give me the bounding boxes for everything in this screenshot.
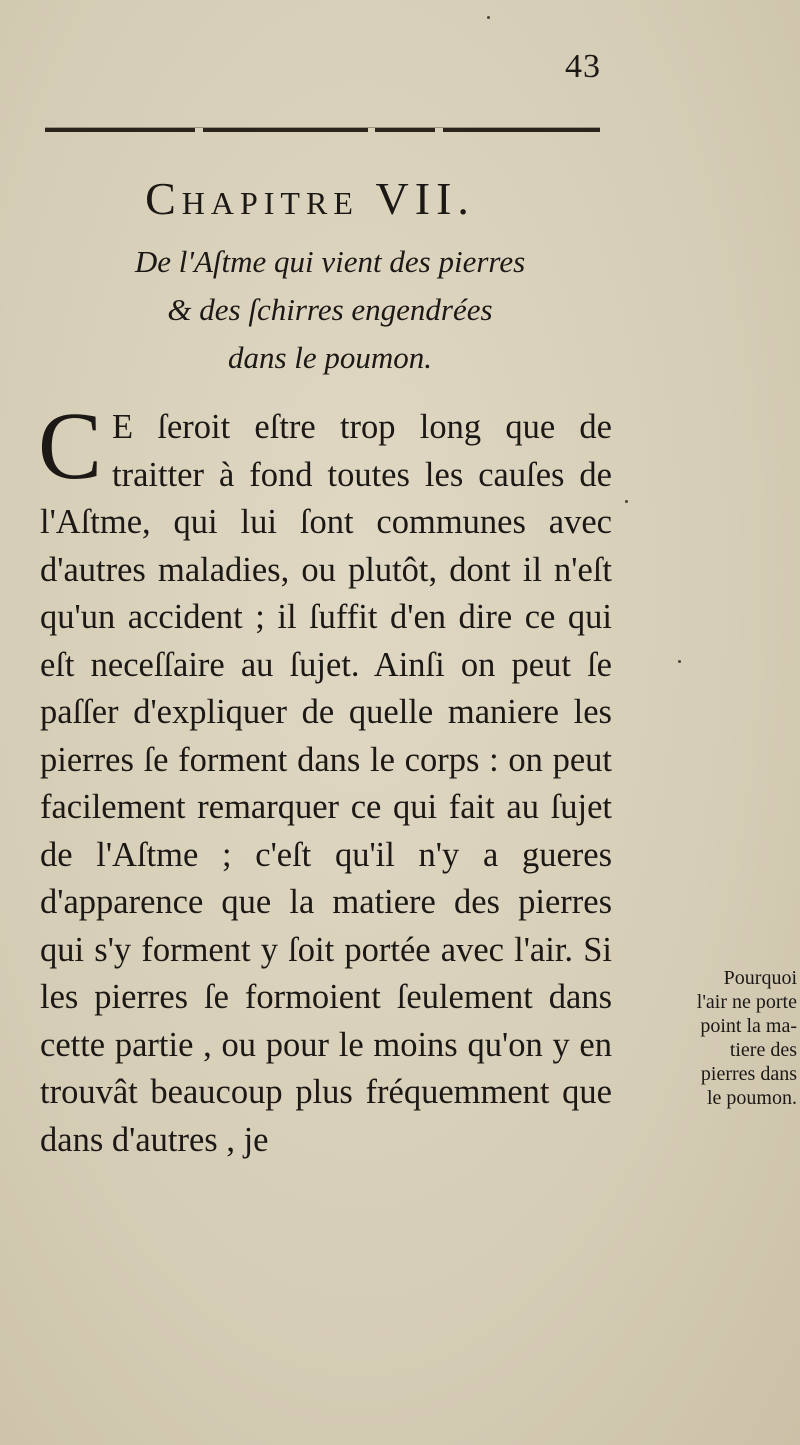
- subtitle-line: dans le poumon.: [227, 340, 433, 375]
- margin-note-line: tiere des: [729, 1039, 797, 1061]
- margin-note-line: le poumon.: [707, 1087, 797, 1109]
- margin-note-line: l'air ne porte: [696, 991, 797, 1013]
- paper-speck: [625, 500, 628, 503]
- paper-speck: [678, 660, 681, 663]
- paper-speck: [487, 16, 490, 19]
- page-number: 43: [565, 48, 601, 85]
- paragraph-text: E ſeroit eſtre trop long que de traitter à fond toutes les cauſes de l'Aſtme, qui lui ſont communes avec d'autres maladies, ou plutôt, dont il n'eſt qu'un accident ; il ſuffit d'en dire ce qui eſt neceſſaire au ſujet. Ainſi on peut ſe paſſer d'expliquer de quelle maniere les pierres ſe forment dans le corps : on peut facilement remarquer ce qui fait au ſujet de l'Aſtme ; c'eſt qu'il n'y a gueres d'apparence que la matiere des pierres qui s'y forment y ſoit portée avec l'air. Si les pierres ſe formoient ſeulement dans cette partie , ou pour le moins qu'on y en trouvât beaucoup plus fréquemment que dans d'autres , je: [40, 408, 612, 1159]
- drop-cap: C: [38, 392, 103, 499]
- chapter-subtitle: [30, 238, 630, 382]
- chapter-heading: Chapitre VII.: [145, 173, 475, 224]
- margin-note-line: pierres dans: [700, 1063, 797, 1085]
- margin-note-line: Pourquoi: [723, 967, 797, 989]
- margin-note-line: point la ma-: [700, 1015, 797, 1037]
- body-paragraph: [38, 392, 612, 1164]
- header-rule: [45, 126, 600, 134]
- margin-note: [622, 966, 797, 1110]
- subtitle-line: De l'Aſtme qui vient des pierres: [134, 244, 526, 279]
- subtitle-line: & des ſchirres engendrées: [167, 292, 493, 327]
